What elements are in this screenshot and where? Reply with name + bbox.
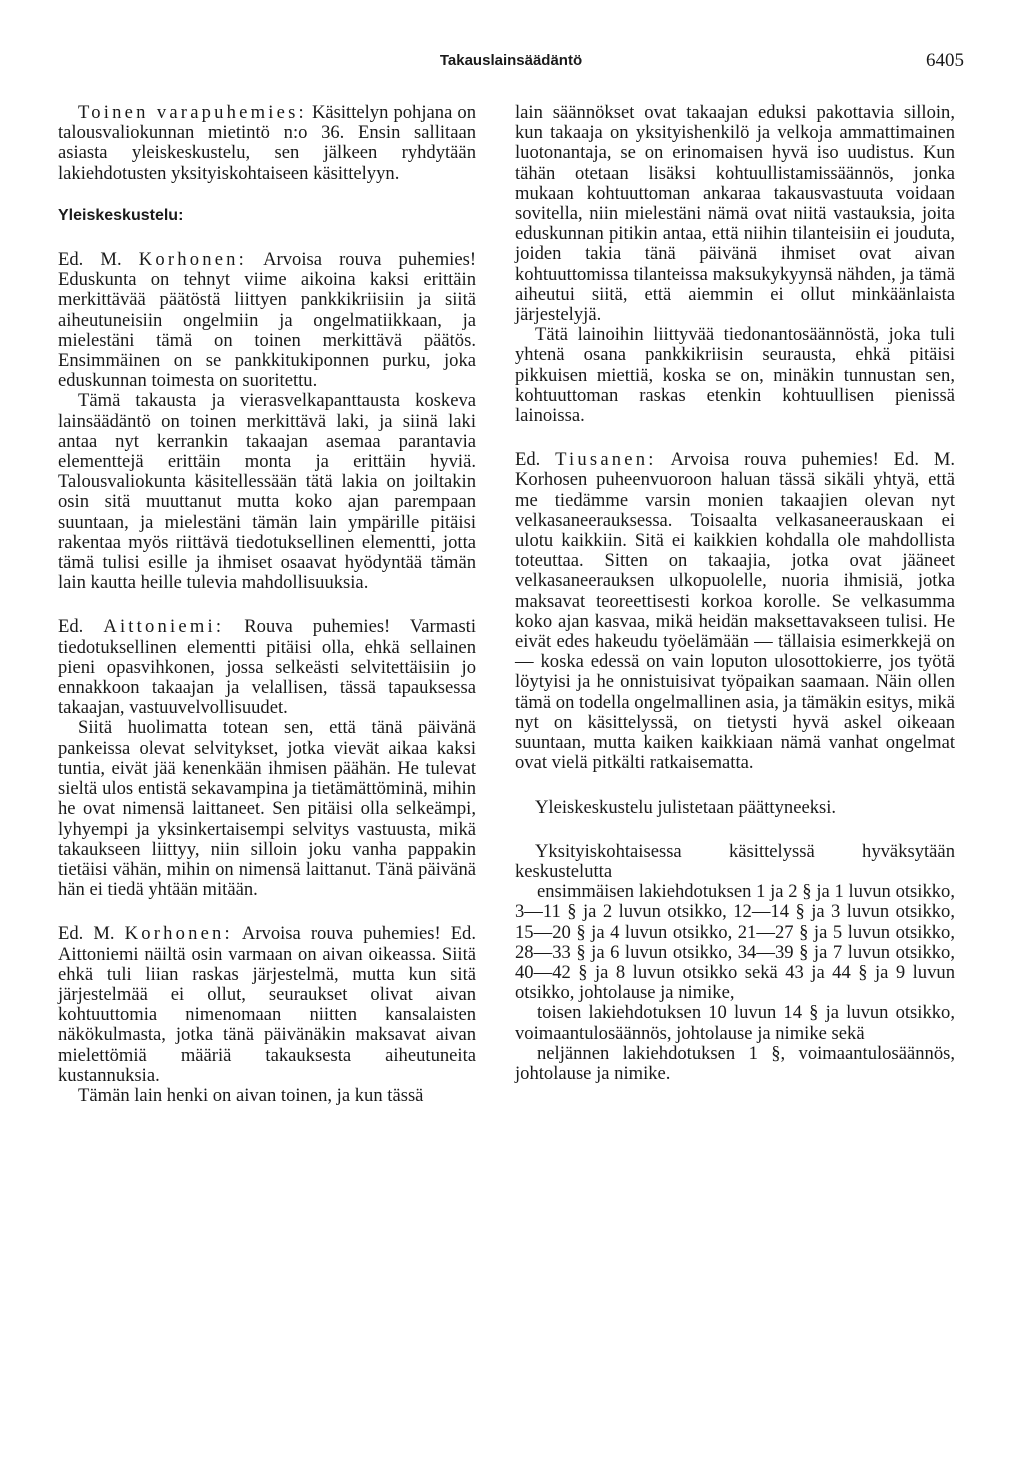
speaker-prefix: Ed.	[58, 616, 104, 638]
paragraph: Tämä takausta ja vierasvelkapanttausta koskeva lainsäädäntö on toinen merkittävä laki, ja siinä laki antaa nyt kerrankin takaajan asemaa parantavia elementtejä erittäin monta ja erittäin hyviä. Talousvaliokunta käsitellessään tätä lakia on joiltakin osin sitä muuttanut mutta koko ajan parempaan suuntaan, ja mielestäni tämän lain ympärille pitäisi rakentaa myös riittävä tiedotuksellinen elementti, jotta tämä tulisi esille ja ihmiset osaavat hyödyntää tämän lain kautta heille tulevia mahdollisuuksia.	[58, 390, 476, 594]
paragraph-text: Arvoisa rouva puhemies! Ed. Aittoniemi näiltä osin varmaan on aivan oikeassa. Siitä ehkä tuli liian raskas järjestelmä, mutta kun sitä järjestelmää ei ollut, seuraukset olivat aivan kohtuuttomia nimenomaan niitten kansalaisten näkökulmasta, jotka tänä päivänäkin maksavat aivan mielettömiä määriä takauksesta aiheutuneita kustannuksia.	[58, 923, 477, 1086]
speaker-name: Aittoniemi:	[103, 616, 225, 638]
speaker-prefix: Ed. M.	[58, 249, 139, 271]
paragraph: Siitä huolimatta totean sen, että tänä päivänä pankeissa olevat selvitykset, jotka vievät aikaa kaksi tuntia, eivät jää kenenkään ihmisen päähän. He tulevat sieltä ulos entistä sekavampina ja tietämättöminä, mihin he ovat nimensä laittaneet. Sen pitäisi olla selkeämpi, lyhyempi ja yksinkertaisempi selvitys vastuusta, mikä takaukseen liittyy, niin silloin joku vanha pappakin tietäisi vähän, mihin on nimensä laittanut. Tänä päivänä hän ei tiedä yhtään mitään.	[58, 717, 476, 901]
paragraph-text: Arvoisa rouva puhemies! Ed. M. Korhosen puheenvuoroon haluan tässä sikäli yhtyä, että me tiedämme varsin monien takaajien olevan nyt velkasaneerauksessa. Toisaalta velkasaneerauskaan ei ulotu kaikkiin. Sitä ei kaikkien kohdalla ole mahdollista toteuttaa. Sitten on takaajia, jotka ovat jääneet velkasaneerauksen ulkopuolelle, nuoria ihmisiä, jotka maksavat teoreettisesti korkoa korolle. Se velkasumma koko ajan kasvaa, mikä heidän maksettavakseen tulisi. He eivät edes hakeudu työelämään — tällaisia esimerkkejä on — koska edessä on vain loputon ulosottokierre, jos työtä löytyisi ja he onnistuisivat työpaikan saamaan. Näin ollen tämä on todella ongelmallinen asia, ja tämäkin esitys, mikä nyt on käsittelyssä, on tietysti hyvä askel oikeaan suuntaan, mutta kaiken kaikkiaan nämä vanhat ongelmat ovat vielä pitkälti ratkaisematta.	[515, 449, 955, 774]
paragraph: Tämän lain henki on aivan toinen, ja kun tässä	[78, 1084, 424, 1106]
paragraph-korhonen-1	[58, 250, 476, 391]
page-header	[58, 50, 964, 74]
paragraph-tiusanen	[515, 450, 955, 773]
paragraph-text: Arvoisa rouva puhemies! Eduskunta on tehnyt viime aikoina kaksi erittäin merkittävää päätöstä liittyen pankkikriisiin ja siitä aiheutuneisiin ongelmiin ja ongelmatiikkaan, ja mielestäni tämä on toinen merkittävä päätös. Ensimmäinen on se pankkitukiponnen purku, joka eduskunnan toimesta on suoritettu.	[58, 249, 477, 392]
section-heading: Yleiskeskustelu:	[58, 206, 184, 224]
speaker-prefix: Ed.	[515, 449, 556, 471]
list-item: toisen lakiehdotuksen 10 luvun 14 § ja luvun otsikko, voimaantulosäännös, johtolause ja nimike sekä	[515, 1002, 955, 1044]
left-column	[58, 103, 476, 1106]
paragraph: Yksityiskohtaisessa käsittelyssä hyväksytään keskustelutta	[515, 840, 955, 882]
page-number: 6405	[926, 50, 964, 71]
paragraph-korhonen-2	[58, 924, 476, 1086]
paragraph-text: Rouva puhemies! Varmasti tiedotuksellinen elementti pitäisi olla, ehkä sellainen pieni opasvihkonen, jossa selkeästi selvitettäisiin jo ennakkoon takaajan ja velallisen, tässä tapauksessa takaajan, vastuuvelvollisuudet.	[58, 616, 477, 719]
paragraph: Tätä lainoihin liittyvää tiedonantosäännöstä, joka tuli yhtenä osana pankkikriisin seurausta, ehkä pitäisi pikkuisen miettiä, koska se on, minäkin tunnustan sen, kohtuuttoman raskas etenkin kohtuullisen pienissä lainoissa.	[515, 324, 955, 427]
speaker-name: Tiusanen:	[555, 449, 657, 471]
list-item: ensimmäisen lakiehdotuksen 1 ja 2 § ja 1 luvun otsikko, 3—11 § ja 2 luvun otsikko, 12—14 § ja 3 luvun otsikko, 15—20 § ja 4 luvun otsikko, 21—27 § ja 5 luvun otsikko, 28—33 § ja 6 luvun otsikko, 34—39 § ja 7 luvun otsikko, 40—42 § ja 8 luvun otsikko sekä 43 ja 44 § ja 9 luvun otsikko, johtolause ja nimike,	[515, 881, 955, 1004]
closing-statement: Yleiskeskustelu julistetaan päättyneeksi.	[535, 796, 837, 818]
list-item: neljännen lakiehdotuksen 1 §, voimaantulosäännös, johtolause ja nimike.	[515, 1042, 955, 1084]
paragraph-text: Käsittelyn pohjana on talousvaliokunnan mietintö n:o 36. Ensin sallitaan asiasta yleiskeskustelu, sen jälkeen ryhdytään lakiehdotusten yksityiskohtaiseen käsittelyyn.	[58, 102, 476, 184]
right-column	[515, 103, 955, 1084]
running-title: Takauslainsäädäntö	[439, 52, 583, 69]
paragraph: lain säännökset ovat takaajan eduksi pakottavia silloin, kun takaaja on yksityishenkilö ja velkoja ammattimainen luotonantaja, se on erinomaisen hyvä iso uudistus. Kun tähän otetaan lisäksi kohtuullistamissäännös, jonka mukaan kohtuuttoman ankaraa takausvastuuta voidaan sovitella, niin mielestäni nämä ovat niitä vastauksia, joita eduskunnan pitikin antaa, että niihin tilanteisiin ei jouduta, joiden takia tänä päivänä ihmiset ovat aivan kohtuuttomissa tilanteissa maksukykyynsä nähden, ja tämä aiheutui siitä, että aiemmin ei ollut minkäänlaista järjestelyjä.	[515, 102, 955, 326]
paragraph-aittoniemi	[58, 617, 476, 718]
speaker-name: Korhonen:	[138, 249, 248, 271]
speaker-prefix: Ed. M.	[58, 923, 125, 945]
speaker-name: Korhonen:	[124, 923, 233, 945]
paragraph-chair	[58, 103, 476, 184]
speaker-name: Toinen varapuhemies:	[78, 102, 307, 123]
